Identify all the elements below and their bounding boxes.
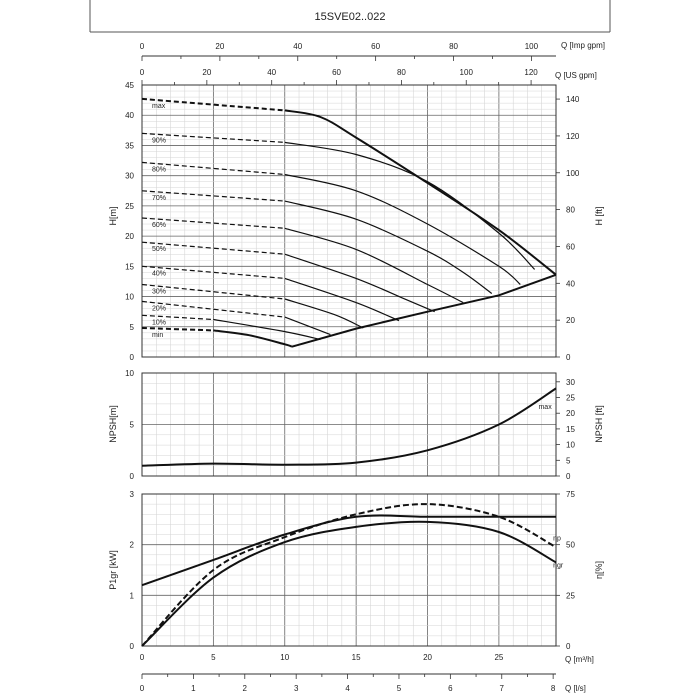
plot-frame xyxy=(142,85,556,357)
head-curve-label-70pct: 70% xyxy=(151,194,167,202)
ls-tick-label: 1 xyxy=(191,684,196,693)
head-curve-label-20pct: 20% xyxy=(151,305,167,313)
head-curve-80pct xyxy=(285,175,521,285)
eta-y2-tick-label: 75 xyxy=(566,490,575,499)
m3h-tick-label: 5 xyxy=(211,653,216,662)
npsh-y2-tick-label: 0 xyxy=(566,472,571,481)
ls-axis-label: Q [l/s] xyxy=(565,684,586,693)
head-curve-label-max: max xyxy=(151,102,166,110)
head-operating-envelope xyxy=(292,275,556,347)
head-curve-label-30pct: 30% xyxy=(151,288,167,296)
eta-p-label: ηp xyxy=(553,535,561,543)
us-gpm-tick-label: 120 xyxy=(524,68,538,77)
head-curve-label-10pct: 10% xyxy=(151,319,167,327)
imp-gpm-tick-label: 80 xyxy=(449,42,458,51)
m3h-tick-label: 0 xyxy=(139,653,145,662)
ls-tick-label: 0 xyxy=(139,684,145,693)
head-y-tick-label: 45 xyxy=(125,81,134,90)
head-y-tick-label: 10 xyxy=(125,292,134,302)
eta-y2-label: η[%] xyxy=(594,560,604,580)
npsh-panel xyxy=(125,369,575,481)
head-curve-label-min: min xyxy=(151,331,164,339)
m3h-tick-label: 20 xyxy=(423,653,432,662)
head-curve-label-90pct: 90% xyxy=(151,137,167,145)
head-curve-60pct xyxy=(285,228,463,302)
m3h-axis-label: Q [m³/h] xyxy=(565,655,594,664)
npsh-y2-tick-label: 30 xyxy=(566,377,575,387)
head-y-tick-label: 0 xyxy=(129,353,134,362)
head-y-label: H[m] xyxy=(108,206,118,226)
head-curve-70pct xyxy=(285,201,492,293)
ls-tick-label: 7 xyxy=(499,684,504,693)
npsh-y2-tick-label: 5 xyxy=(566,456,571,466)
head-y-tick-label: 40 xyxy=(125,111,134,121)
head-curve-max xyxy=(285,110,556,274)
imp-gpm-tick-label: 0 xyxy=(139,42,145,51)
npsh-y-tick-label: 5 xyxy=(129,420,134,430)
npsh-y2-tick-label: 15 xyxy=(566,424,575,434)
head-y2-label: H [ft] xyxy=(594,206,604,226)
eta-gr-label: ηgr xyxy=(553,562,564,570)
us-gpm-tick-label: 100 xyxy=(459,68,473,77)
head-curve-10pct xyxy=(213,320,320,340)
head-y2-tick-label: 80 xyxy=(566,205,575,215)
head-curve-min-dashed xyxy=(142,328,213,330)
head-y-tick-label: 5 xyxy=(129,322,134,332)
head-y2-tick-label: 60 xyxy=(566,242,575,252)
m3h-tick-label: 10 xyxy=(280,653,290,662)
npsh-y2-tick-label: 25 xyxy=(566,393,575,403)
ls-tick-label: 6 xyxy=(448,684,453,693)
imp-gpm-tick-label: 100 xyxy=(524,42,539,51)
m3h-tick-label: 15 xyxy=(351,653,361,662)
ls-tick-label: 2 xyxy=(242,684,248,693)
ls-tick-label: 8 xyxy=(550,684,556,693)
chart-title: 15SVE02..022 xyxy=(314,11,386,23)
head-curve-label-80pct: 80% xyxy=(151,166,167,174)
power-y-tick-label: 2 xyxy=(129,540,134,550)
ls-tick-label: 3 xyxy=(293,684,299,693)
head-y-tick-label: 35 xyxy=(125,141,134,151)
imp-gpm-axis-label: Q [Imp gpm] xyxy=(561,41,606,50)
head-y2-tick-label: 100 xyxy=(566,168,580,178)
npsh-y-label: NPSH[m] xyxy=(108,405,118,443)
head-curve-label-60pct: 60% xyxy=(151,221,167,229)
power-y-tick-label: 3 xyxy=(129,490,134,499)
npsh-y-tick-label: 10 xyxy=(125,369,134,378)
power-y-tick-label: 1 xyxy=(129,591,134,601)
npsh-curve xyxy=(142,388,556,465)
npsh-y2-tick-label: 20 xyxy=(566,409,575,419)
head-curve-20pct xyxy=(285,317,331,335)
head-y2-tick-label: 0 xyxy=(566,353,571,362)
head-panel xyxy=(125,81,580,362)
head-curve-50pct xyxy=(285,254,435,312)
npsh-curve-label: max xyxy=(538,404,552,412)
head-curve-label-50pct: 50% xyxy=(151,246,167,254)
head-y-tick-label: 30 xyxy=(125,171,134,181)
us-gpm-axis-label: Q [US gpm] xyxy=(555,71,597,80)
npsh-y-tick-label: 0 xyxy=(129,472,134,481)
us-gpm-tick-label: 60 xyxy=(332,68,341,77)
power-curve-p1 xyxy=(142,515,556,585)
head-y2-tick-label: 140 xyxy=(566,95,580,105)
eta-gr-curve xyxy=(142,522,556,646)
eta-y2-tick-label: 0 xyxy=(566,642,571,651)
us-gpm-tick-label: 0 xyxy=(139,68,145,77)
imp-gpm-tick-label: 60 xyxy=(371,42,381,51)
head-curve-30pct xyxy=(285,299,364,328)
bottom-flow-axes xyxy=(140,653,556,693)
top-flow-axes xyxy=(140,42,556,85)
head-y2-tick-label: 40 xyxy=(566,279,575,289)
npsh-y2-label: NPSH [ft] xyxy=(594,405,604,443)
npsh-y2-tick-label: 10 xyxy=(566,440,575,450)
head-y2-tick-label: 20 xyxy=(566,316,575,326)
head-curve-label-40pct: 40% xyxy=(151,270,167,278)
ls-tick-label: 5 xyxy=(396,684,402,693)
eta-y2-tick-label: 50 xyxy=(566,540,575,550)
head-y-tick-label: 15 xyxy=(125,262,134,272)
power-panel xyxy=(130,490,576,651)
us-gpm-tick-label: 20 xyxy=(202,68,212,77)
head-y2-tick-label: 120 xyxy=(566,131,580,141)
head-y-tick-label: 20 xyxy=(125,232,134,242)
imp-gpm-tick-label: 20 xyxy=(215,42,225,51)
m3h-tick-label: 25 xyxy=(494,653,504,662)
imp-gpm-tick-label: 40 xyxy=(293,42,303,51)
power-y-label: P1gr [kW] xyxy=(108,550,118,590)
head-y-tick-label: 25 xyxy=(125,201,134,211)
eta-y2-tick-label: 25 xyxy=(566,591,575,601)
us-gpm-tick-label: 40 xyxy=(267,68,277,77)
power-y-tick-label: 0 xyxy=(129,642,134,651)
us-gpm-tick-label: 80 xyxy=(396,68,406,77)
ls-tick-label: 4 xyxy=(345,684,350,693)
